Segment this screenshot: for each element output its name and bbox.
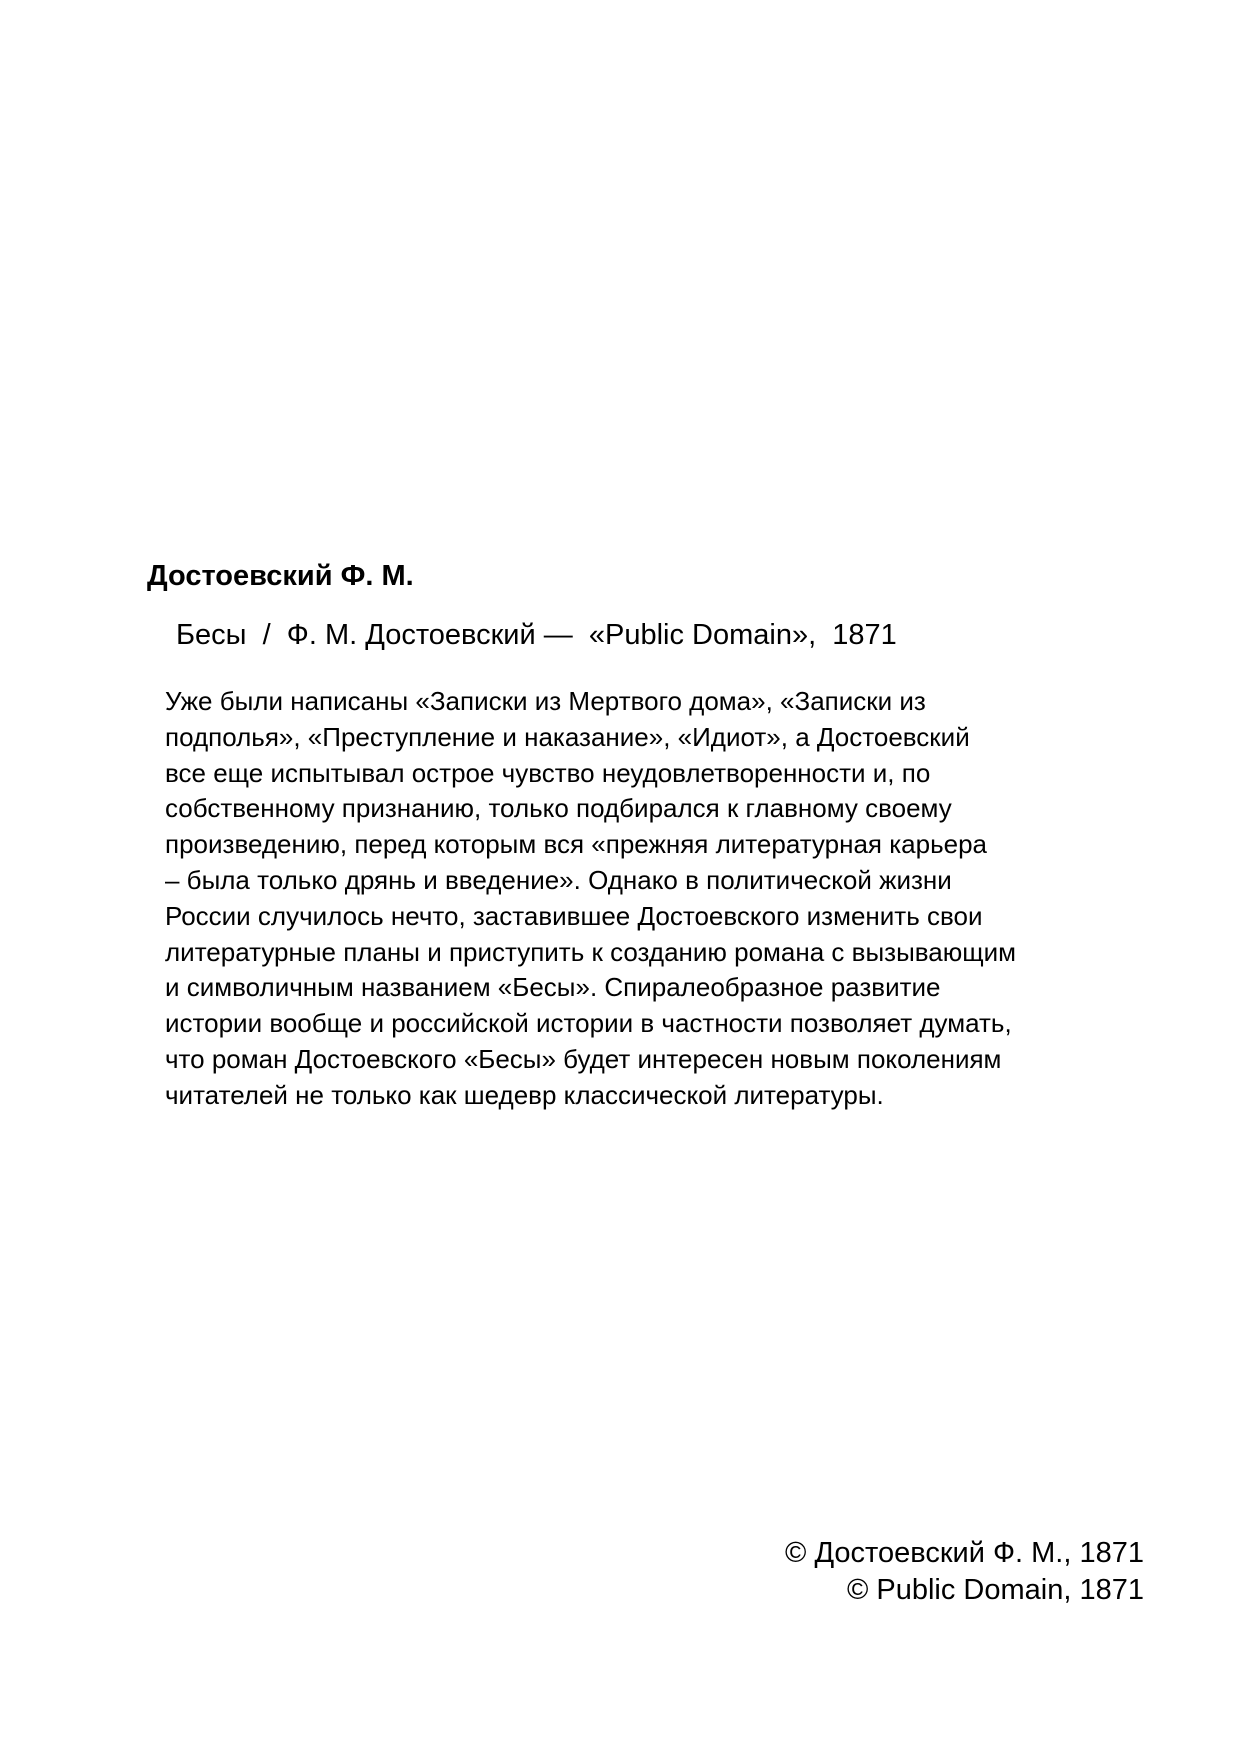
annotation-line: произведению, перед которым вся «прежняя литературная карьера	[165, 829, 987, 860]
copyright-author: © Достоевский Ф. М., 1871	[785, 1537, 1144, 1569]
annotation-line: читателей не только как шедевр классической литературы.	[165, 1079, 884, 1110]
bibliographic-citation: Бесы / Ф. М. Достоевский — «Public Domain», 1871	[176, 619, 897, 651]
author-name: Достоевский Ф. М.	[147, 560, 414, 592]
annotation-line: собственному признанию, только подбирался к главному своему	[165, 793, 952, 824]
annotation-line: истории вообще и российской истории в частности позволяет думать,	[165, 1008, 1012, 1039]
copyright-public-domain: © Public Domain, 1871	[846, 1574, 1144, 1606]
annotation-line: литературные планы и приступить к созданию романа с вызывающим	[165, 936, 1017, 967]
annotation-line: Уже были написаны «Записки из Мертвого дома», «Записки из	[165, 686, 926, 716]
annotation-line: России случилось нечто, заставившее Достоевского изменить свои	[165, 900, 983, 931]
copyright-block	[785, 1535, 1144, 1609]
annotation-line: и символичным названием «Бесы». Спиралеобразное развитие	[165, 972, 941, 1003]
annotation-line: – была только дрянь и введение». Однако в политической жизни	[165, 864, 952, 895]
annotation-line: подполья», «Преступление и наказание», «Идиот», а Достоевский	[165, 721, 970, 752]
book-annotation	[165, 684, 1165, 1114]
annotation-line: что роман Достоевского «Бесы» будет интересен новым поколениям	[165, 1043, 1002, 1074]
annotation-line: все еще испытывал острое чувство неудовлетворенности и, по	[165, 757, 931, 788]
